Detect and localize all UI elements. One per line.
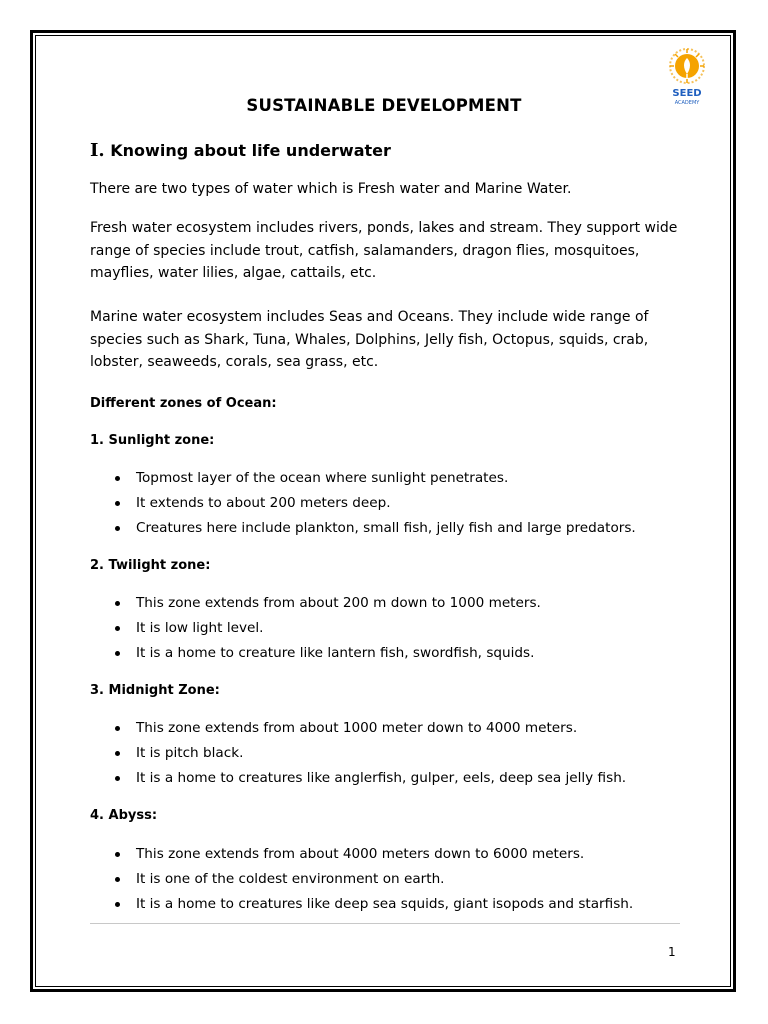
list-item: Creatures here include plankton, small fish, jelly fish and large predators. (90, 516, 636, 541)
zones-heading: Different zones of Ocean: (90, 396, 277, 411)
list-item: It is one of the coldest environment on earth. (90, 867, 633, 892)
list-item: This zone extends from about 4000 meters down to 6000 meters. (90, 842, 633, 867)
zone-list-abyss (90, 842, 633, 917)
page-title: SUSTAINABLE DEVELOPMENT (246, 96, 522, 115)
list-item: This zone extends from about 1000 meter down to 4000 meters. (90, 716, 626, 741)
list-item: It is pitch black. (90, 741, 626, 766)
zone-title-twilight: 2. Twilight zone: (90, 558, 211, 573)
footer-divider (90, 923, 680, 924)
zone-title-midnight: 3. Midnight Zone: (90, 683, 220, 698)
list-item: Topmost layer of the ocean where sunlight penetrates. (90, 466, 636, 491)
list-item: It is a home to creatures like deep sea squids, giant isopods and starfish. (90, 892, 633, 917)
list-item: It extends to about 200 meters deep. (90, 491, 636, 516)
logo-label: SEED (672, 88, 702, 99)
zone-list-twilight (90, 591, 541, 666)
zone-list-sunlight (90, 466, 636, 541)
zone-title-abyss: 4. Abyss: (90, 808, 158, 823)
paragraph-water-types: There are two types of water which is Fresh water and Marine Water. (90, 181, 572, 197)
list-item: This zone extends from about 200 m down to 1000 meters. (90, 591, 541, 616)
list-item: It is a home to creatures like anglerfish, gulper, eels, deep sea jelly fish. (90, 766, 626, 791)
list-item: It is a home to creature like lantern fish, swordfish, squids. (90, 641, 541, 666)
paragraph-marine-water: Marine water ecosystem includes Seas and Oceans. They include wide range of species such as Shark, Tuna, Whales, Dolphins, Jelly fish, Octopus, squids, crab, lobster, seaweeds, corals, sea grass, etc. (90, 309, 649, 370)
page-number: 1 (668, 945, 676, 959)
section-heading (90, 140, 391, 161)
section-numeral: I. (90, 140, 105, 161)
paragraph-fresh-water: Fresh water ecosystem includes rivers, ponds, lakes and stream. They support wide range of species include trout, catfish, salamanders, dragon flies, mosquitoes, mayflies, water lilies, algae, cattails, etc. (90, 220, 678, 281)
zone-list-midnight (90, 716, 626, 791)
logo-sublabel: ACADEMY (674, 100, 700, 106)
section-heading-text: Knowing about life underwater (110, 141, 391, 160)
list-item: It is low light level. (90, 616, 541, 641)
zone-title-sunlight: 1. Sunlight zone: (90, 433, 215, 448)
